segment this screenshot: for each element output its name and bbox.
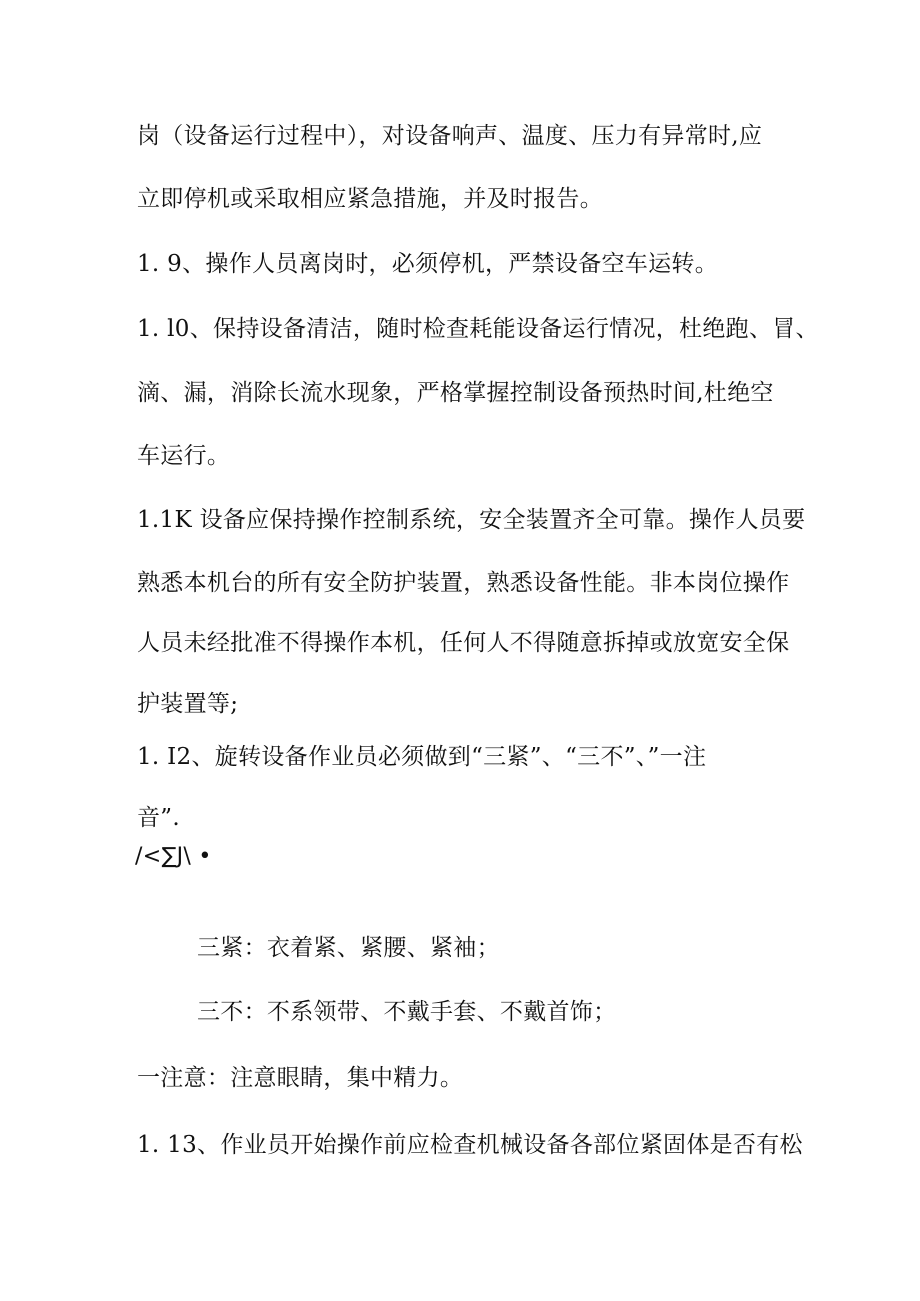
- text-line: 车运行。: [137, 443, 231, 469]
- text-line: 三不：不系领带、不戴手套、不戴首饰；: [197, 999, 617, 1025]
- text-line: 护装置等;: [137, 691, 239, 717]
- text-line: 音”.: [137, 805, 180, 831]
- text-line: 三紧：衣着紧、紧腰、紧袖；: [197, 935, 500, 961]
- text-line: 1. I2、旋转设备作业员必须做到“三紧”、“三不”、”一注: [137, 744, 707, 770]
- text-line: 滴、漏，消除长流水现象，严格掌握控制设备预热时间,杜绝空: [137, 380, 774, 406]
- text-line: 熟悉本机台的所有安全防护装置，熟悉设备性能。非本岗位操作: [137, 570, 790, 596]
- text-line: 一注意：注意眼睛，集中精力。: [137, 1065, 464, 1091]
- text-line: 1.1K 设备应保持操作控制系统，安全装置齐全可靠。操作人员要: [137, 507, 806, 533]
- text-line: 1. 9、操作人员离岗时，必须停机，严禁设备空车运转。: [137, 251, 718, 277]
- text-line: 人员未经批准不得操作本机，任何人不得随意拆掉或放宽安全保: [137, 630, 790, 656]
- text-line: 1. l0、保持设备清洁，随时检查耗能设备运行情况，杜绝跑、冒、: [137, 316, 819, 342]
- ocr-artifact-line: /<∑J\ •: [135, 844, 212, 869]
- text-line: 1. 13、作业员开始操作前应检查机械设备各部位紧固体是否有松: [137, 1132, 803, 1158]
- text-line: 岗（设备运行过程中），对设备响声、温度、压力有异常时,应: [137, 123, 763, 149]
- text-line: 立即停机或采取相应紧急措施，并及时报告。: [137, 186, 603, 212]
